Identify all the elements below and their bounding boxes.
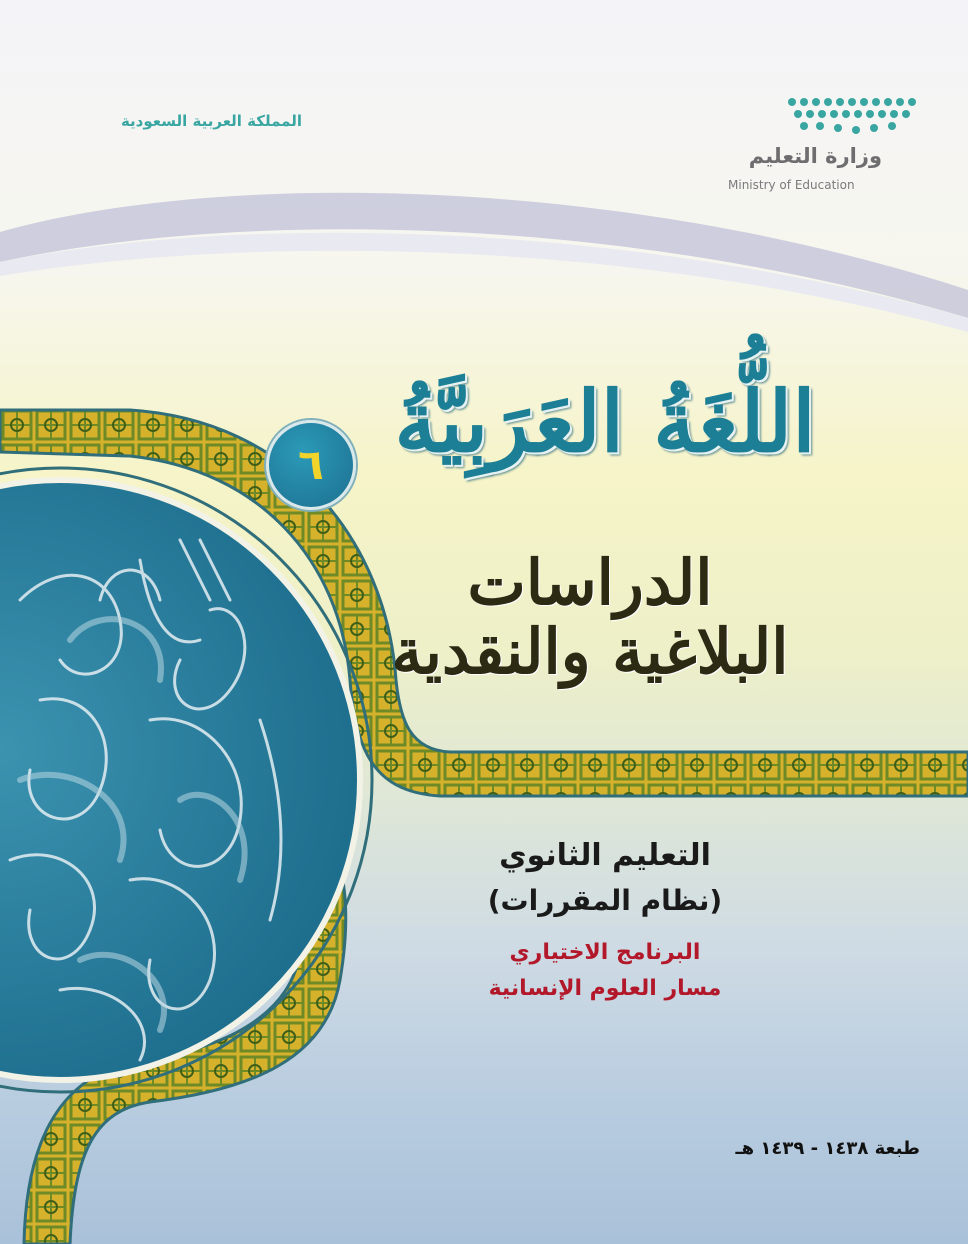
ministry-name-en: Ministry of Education bbox=[728, 178, 855, 192]
swoosh-highlight bbox=[0, 233, 968, 332]
program-label: البرنامج الاختياري bbox=[509, 940, 701, 965]
kingdom-label: المملكة العربية السعودية bbox=[120, 112, 302, 130]
ministry-logo bbox=[720, 92, 920, 202]
book-title: اللُّغَةُ العَرَبِيَّةُ bbox=[394, 372, 816, 471]
track-label: مسار العلوم الإنسانية bbox=[488, 976, 722, 1001]
volume-number: ٦ bbox=[298, 440, 324, 489]
edition-label: طبعة ١٤٣٨ - ١٤٣٩ هـ bbox=[735, 1138, 920, 1159]
course-system: (نظام المقررات) bbox=[487, 884, 723, 917]
ministry-name-ar: وزارة التعليم bbox=[748, 144, 882, 168]
education-stage: التعليم الثانوي bbox=[499, 838, 711, 873]
subtitle-line-2: البلاغية والنقدية bbox=[391, 615, 789, 689]
ministry-logo-dots-icon bbox=[720, 92, 920, 144]
subtitle-line-1: الدراسات bbox=[467, 546, 713, 619]
book-subtitle bbox=[380, 548, 800, 687]
volume-badge bbox=[266, 420, 356, 510]
